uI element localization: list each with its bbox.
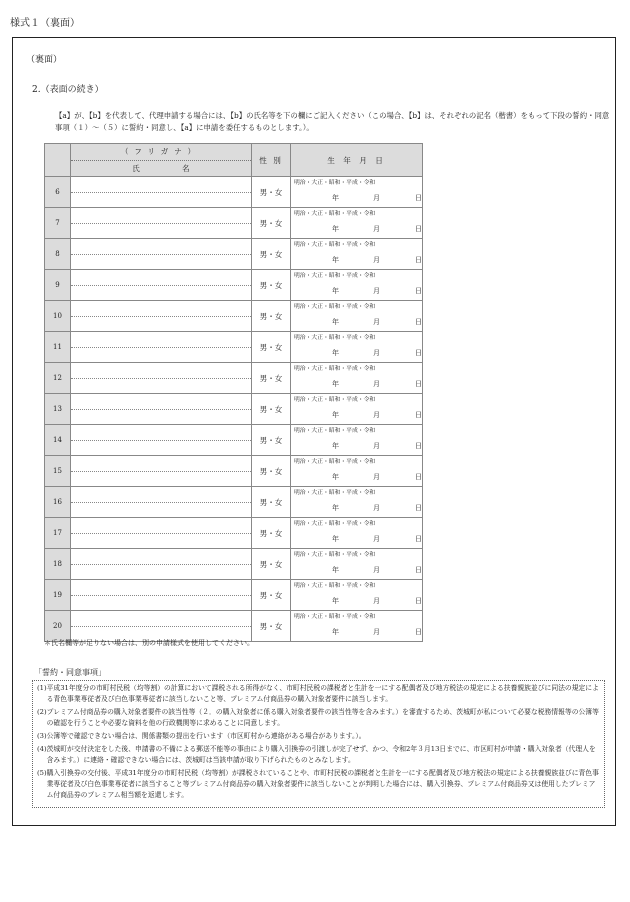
header-number xyxy=(45,144,71,177)
dob-field[interactable] xyxy=(291,425,423,456)
era-options[interactable]: 明治・大正・昭和・平成・令和 xyxy=(294,459,376,465)
month-label: 月 xyxy=(373,225,380,233)
dob-field[interactable] xyxy=(291,332,423,363)
month-label: 月 xyxy=(373,380,380,388)
era-options[interactable]: 明治・大正・昭和・平成・令和 xyxy=(294,583,376,589)
year-label: 年 xyxy=(332,349,339,357)
row-number: 11 xyxy=(45,332,71,363)
era-options[interactable]: 明治・大正・昭和・平成・令和 xyxy=(294,397,376,403)
table-row xyxy=(45,270,423,301)
row-number: 12 xyxy=(45,363,71,394)
month-label: 月 xyxy=(373,566,380,574)
furigana-field[interactable] xyxy=(71,301,251,317)
dob-field[interactable] xyxy=(291,456,423,487)
month-label: 月 xyxy=(373,318,380,326)
era-options[interactable]: 明治・大正・昭和・平成・令和 xyxy=(294,180,376,186)
era-options[interactable]: 明治・大正・昭和・平成・令和 xyxy=(294,335,376,341)
dob-field[interactable] xyxy=(291,270,423,301)
day-label: 日 xyxy=(415,473,422,481)
month-label: 月 xyxy=(373,194,380,202)
sex-field[interactable]: 男・女 xyxy=(252,394,291,425)
name-cell[interactable] xyxy=(71,239,252,270)
name-cell[interactable] xyxy=(71,208,252,239)
furigana-field[interactable] xyxy=(71,332,251,348)
consent-item xyxy=(37,683,600,705)
consent-item-text: プレミアム付商品券の購入対象者要件の該当性等（２．の購入対象者に係る購入対象者要件の該当性等を含みます。）を審査するため、茨城町が私について必要な税務情報等の公簿等の確認を行うことや必要な資料を他の行政機関等に求めることに同意します。 xyxy=(46,708,599,727)
dob-field[interactable] xyxy=(291,580,423,611)
month-label: 月 xyxy=(373,256,380,264)
furigana-field[interactable] xyxy=(71,518,251,534)
table-row xyxy=(45,177,423,208)
name-cell[interactable] xyxy=(71,580,252,611)
era-options[interactable]: 明治・大正・昭和・平成・令和 xyxy=(294,366,376,372)
furigana-field[interactable] xyxy=(71,487,251,503)
year-label: 年 xyxy=(332,287,339,295)
consent-item-number: (2) xyxy=(37,708,47,716)
furigana-field[interactable] xyxy=(71,363,251,379)
table-row xyxy=(45,208,423,239)
furigana-field[interactable] xyxy=(71,208,251,224)
name-cell[interactable] xyxy=(71,611,252,642)
intro-text: 【a】が、【b】を代表して、代理申請する場合には、【b】の氏名等を下の欄にご記入ください（この場合、【b】は、それぞれの記名（楷書）をもって下段の誓約・同意事項（１）～（５）に誓約・同意し、【a】に申請を委任するものとします。）。 xyxy=(55,111,610,132)
era-options[interactable]: 明治・大正・昭和・平成・令和 xyxy=(294,242,376,248)
dob-field[interactable] xyxy=(291,518,423,549)
sex-field[interactable]: 男・女 xyxy=(252,270,291,301)
day-label: 日 xyxy=(415,380,422,388)
name-cell[interactable] xyxy=(71,549,252,580)
row-number: 9 xyxy=(45,270,71,301)
day-label: 日 xyxy=(415,566,422,574)
furigana-field[interactable] xyxy=(71,270,251,286)
consent-title: 「誓約・同意事項」 xyxy=(34,668,106,677)
year-label: 年 xyxy=(332,566,339,574)
consent-item xyxy=(37,768,600,801)
table-row xyxy=(45,301,423,332)
name-field[interactable] xyxy=(71,379,251,394)
name-field[interactable] xyxy=(71,224,251,239)
consent-item-text: 購入引換券の交付後、平成31年度分の市町村民税（均等割）が課税されていることや、市町村民税の課税者と生計を一にする配偶者及び地方税法の規定による扶養親族並びに青色事業専従者及び白色事業専従者に該当すること等プレミアム付商品券の購入対象者要件に該当しないことが判明した場合には、購入引換券、プレミアム付商品券又は使用したプレミアム付商品券のプレミアム相当額を返還します。 xyxy=(46,769,599,799)
month-label: 月 xyxy=(373,535,380,543)
dob-field[interactable] xyxy=(291,549,423,580)
name-field[interactable] xyxy=(71,286,251,301)
table-row xyxy=(45,239,423,270)
name-cell[interactable] xyxy=(71,456,252,487)
name-field[interactable] xyxy=(71,410,251,425)
header-furigana: （フリガナ） xyxy=(71,144,251,161)
furigana-field[interactable] xyxy=(71,456,251,472)
header-dob: 生 年 月 日 xyxy=(291,144,423,177)
year-label: 年 xyxy=(332,504,339,512)
sex-field[interactable]: 男・女 xyxy=(252,611,291,642)
sex-field[interactable]: 男・女 xyxy=(252,487,291,518)
era-options[interactable]: 明治・大正・昭和・平成・令和 xyxy=(294,614,376,620)
name-field[interactable] xyxy=(71,348,251,363)
consent-item-number: (3) xyxy=(37,732,47,740)
sex-field[interactable]: 男・女 xyxy=(252,549,291,580)
day-label: 日 xyxy=(415,225,422,233)
name-field[interactable] xyxy=(71,255,251,270)
name-field[interactable] xyxy=(71,503,251,518)
row-number: 15 xyxy=(45,456,71,487)
name-cell[interactable] xyxy=(71,394,252,425)
name-cell[interactable] xyxy=(71,301,252,332)
back-side-label: （裏面） xyxy=(26,55,63,65)
name-field[interactable] xyxy=(71,317,251,332)
name-field[interactable] xyxy=(71,441,251,456)
row-number: 7 xyxy=(45,208,71,239)
name-field[interactable] xyxy=(71,472,251,487)
row-number: 14 xyxy=(45,425,71,456)
consent-item-text: 公簿等で確認できない場合は、関係書類の提出を行います（市区町村から連絡がある場合があります。）。 xyxy=(46,732,366,740)
name-cell[interactable] xyxy=(71,487,252,518)
year-label: 年 xyxy=(332,194,339,202)
month-label: 月 xyxy=(373,597,380,605)
dob-field[interactable] xyxy=(291,239,423,270)
era-options[interactable]: 明治・大正・昭和・平成・令和 xyxy=(294,273,376,279)
name-field[interactable] xyxy=(71,565,251,580)
day-label: 日 xyxy=(415,318,422,326)
furigana-field[interactable] xyxy=(71,394,251,410)
name-cell[interactable] xyxy=(71,177,252,208)
row-number: 16 xyxy=(45,487,71,518)
dob-field[interactable] xyxy=(291,208,423,239)
era-options[interactable]: 明治・大正・昭和・平成・令和 xyxy=(294,304,376,310)
table-row xyxy=(45,518,423,549)
consent-item-number: (4) xyxy=(37,745,47,753)
year-label: 年 xyxy=(332,256,339,264)
day-label: 日 xyxy=(415,535,422,543)
table-row xyxy=(45,549,423,580)
era-options[interactable]: 明治・大正・昭和・平成・令和 xyxy=(294,490,376,496)
name-cell[interactable] xyxy=(71,518,252,549)
year-label: 年 xyxy=(332,535,339,543)
table-row xyxy=(45,456,423,487)
day-label: 日 xyxy=(415,597,422,605)
era-options[interactable]: 明治・大正・昭和・平成・令和 xyxy=(294,428,376,434)
table-row xyxy=(45,363,423,394)
year-label: 年 xyxy=(332,628,339,636)
furigana-field[interactable] xyxy=(71,239,251,255)
era-options[interactable]: 明治・大正・昭和・平成・令和 xyxy=(294,211,376,217)
name-field[interactable] xyxy=(71,534,251,549)
sex-field[interactable]: 男・女 xyxy=(252,177,291,208)
year-label: 年 xyxy=(332,225,339,233)
applicant-table xyxy=(44,143,423,642)
sex-field[interactable]: 男・女 xyxy=(252,580,291,611)
name-field[interactable] xyxy=(71,193,251,208)
furigana-field[interactable] xyxy=(71,177,251,193)
consent-item xyxy=(37,744,600,766)
row-number: 20 xyxy=(45,611,71,642)
table-header-row xyxy=(45,144,423,177)
table-row xyxy=(45,487,423,518)
row-number: 18 xyxy=(45,549,71,580)
dob-field[interactable] xyxy=(291,177,423,208)
table-row xyxy=(45,580,423,611)
table-row xyxy=(45,332,423,363)
sex-field[interactable]: 男・女 xyxy=(252,239,291,270)
month-label: 月 xyxy=(373,628,380,636)
month-label: 月 xyxy=(373,411,380,419)
sex-field[interactable]: 男・女 xyxy=(252,425,291,456)
furigana-field[interactable] xyxy=(71,611,251,627)
row-number: 10 xyxy=(45,301,71,332)
consent-box xyxy=(32,680,605,808)
header-sex: 性 別 xyxy=(252,144,291,177)
form-label: 様式１（裏面） xyxy=(10,18,80,29)
row-number: 8 xyxy=(45,239,71,270)
furigana-field[interactable] xyxy=(71,549,251,565)
day-label: 日 xyxy=(415,287,422,295)
day-label: 日 xyxy=(415,411,422,419)
month-label: 月 xyxy=(373,473,380,481)
header-name xyxy=(71,144,252,177)
name-field[interactable] xyxy=(71,596,251,611)
consent-item-text: 茨城町が交付決定をした後、申請書の不備による郵送不能等の事由により購入引換券の引渡しが完了せず、かつ、令和2年３月13日までに、市区町村が申請・購入対象者（代理人を含みます。）に連絡・確認できない場合には、茨城町は当該申請が取り下げられたものとみなします。 xyxy=(46,745,596,764)
year-label: 年 xyxy=(332,380,339,388)
day-label: 日 xyxy=(415,628,422,636)
year-label: 年 xyxy=(332,318,339,326)
dob-field[interactable] xyxy=(291,394,423,425)
sex-field[interactable]: 男・女 xyxy=(252,456,291,487)
sex-field[interactable]: 男・女 xyxy=(252,332,291,363)
day-label: 日 xyxy=(415,256,422,264)
row-number: 13 xyxy=(45,394,71,425)
header-shimei: 氏 名 xyxy=(132,163,190,173)
section-title: 2.（表面の続き） xyxy=(32,85,104,95)
month-label: 月 xyxy=(373,442,380,450)
dob-field[interactable] xyxy=(291,487,423,518)
dob-field[interactable] xyxy=(291,611,423,642)
sex-field[interactable]: 男・女 xyxy=(252,301,291,332)
consent-item-number: (1) xyxy=(37,684,47,692)
row-number: 6 xyxy=(45,177,71,208)
row-number: 19 xyxy=(45,580,71,611)
era-options[interactable]: 明治・大正・昭和・平成・令和 xyxy=(294,552,376,558)
sex-field[interactable]: 男・女 xyxy=(252,518,291,549)
sex-field[interactable]: 男・女 xyxy=(252,363,291,394)
name-cell[interactable] xyxy=(71,363,252,394)
furigana-field[interactable] xyxy=(71,580,251,596)
month-label: 月 xyxy=(373,504,380,512)
era-options[interactable]: 明治・大正・昭和・平成・令和 xyxy=(294,521,376,527)
furigana-field[interactable] xyxy=(71,425,251,441)
name-cell[interactable] xyxy=(71,425,252,456)
sex-field[interactable]: 男・女 xyxy=(252,208,291,239)
dob-field[interactable] xyxy=(291,301,423,332)
consent-item xyxy=(37,731,600,742)
year-label: 年 xyxy=(332,597,339,605)
day-label: 日 xyxy=(415,504,422,512)
row-number: 17 xyxy=(45,518,71,549)
day-label: 日 xyxy=(415,442,422,450)
month-label: 月 xyxy=(373,287,380,295)
year-label: 年 xyxy=(332,442,339,450)
consent-item-text: 平成31年度分の市町村民税（均等割）の計算において課税される所得がなく、市町村民税の課税者と生計を一にする配偶者及び地方税法の規定による扶養親族並びに同法の規定による青色事業専従者及び白色事業専従者に該当しないこと等、プレミアム付商品券の購入対象者要件に該当します。 xyxy=(46,684,599,703)
month-label: 月 xyxy=(373,349,380,357)
year-label: 年 xyxy=(332,473,339,481)
table-row xyxy=(45,425,423,456)
dob-field[interactable] xyxy=(291,363,423,394)
name-cell[interactable] xyxy=(71,332,252,363)
name-cell[interactable] xyxy=(71,270,252,301)
year-label: 年 xyxy=(332,411,339,419)
day-label: 日 xyxy=(415,349,422,357)
day-label: 日 xyxy=(415,194,422,202)
consent-item xyxy=(37,707,600,729)
consent-item-number: (5) xyxy=(37,769,47,777)
table-row xyxy=(45,394,423,425)
table-note: ＊氏名欄等が足りない場合は、別の申請様式を使用してください。 xyxy=(44,639,254,647)
table-row xyxy=(45,611,423,642)
